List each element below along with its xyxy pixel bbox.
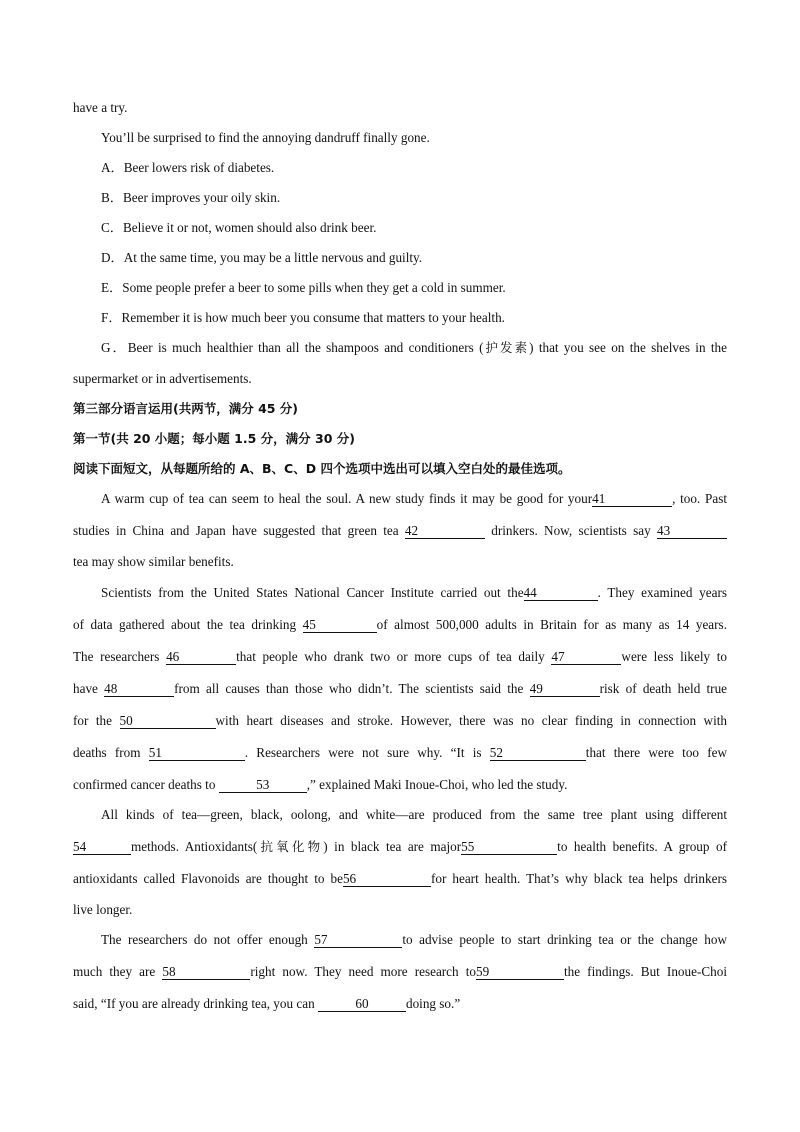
option-text-cont: ) that you see on the shelves in the: [529, 340, 727, 355]
p2-text: have: [73, 681, 98, 696]
blank-58[interactable]: 58: [162, 965, 250, 980]
option-letter: B．: [101, 190, 123, 205]
blank-59[interactable]: 59: [476, 965, 564, 980]
blank-45[interactable]: 45: [303, 618, 377, 633]
option-f: [101, 309, 727, 327]
blank-43[interactable]: 43: [657, 524, 727, 539]
option-chinese-gloss: 护发素: [483, 340, 530, 355]
blank-50[interactable]: 50: [120, 714, 216, 729]
p2-text: that people who drank two or more cups of tea daily: [236, 649, 545, 664]
option-letter: G．: [101, 340, 128, 355]
option-letter: F．: [101, 310, 122, 325]
p3-chinese-gloss: 抗氧化物: [257, 839, 324, 854]
blank-42[interactable]: 42: [405, 524, 485, 539]
part3-heading: [73, 400, 727, 418]
p2-text: risk of death held true: [599, 681, 728, 696]
option-text: Beer is much healthier than all the shampoos and conditioners (: [127, 340, 484, 355]
continuation-line: [73, 99, 727, 117]
p2-text: . They examined years: [597, 585, 727, 600]
p2-text: from all causes than those who didn’t. The scientists said the: [174, 681, 524, 696]
option-text-wrap: supermarket or in advertisements.: [73, 371, 252, 386]
part3-heading-text: 第三部分语言运用(共两节，满分 45 分): [73, 401, 299, 416]
p1-line1: [101, 490, 727, 508]
p3-line1: [101, 806, 727, 824]
continuation-text: have a try.: [73, 100, 128, 115]
section1-heading-text: 第一节(共 20 小题；每小题 1.5 分，满分 30 分): [73, 431, 355, 446]
p2-line5: [73, 712, 727, 730]
p4-text: The researchers do not offer enough: [101, 932, 308, 947]
p1-text: studies in China and Japan have suggested that green tea: [73, 523, 399, 538]
p4-text: the findings. But Inoue-Choi: [563, 964, 727, 979]
option-b: [101, 189, 727, 207]
option-letter: C．: [101, 220, 123, 235]
p1-text: A warm cup of tea can seem to heal the soul. A new study finds it may be good for your: [101, 491, 593, 506]
p2-line1: [101, 584, 727, 602]
option-text: Beer lowers risk of diabetes.: [123, 160, 275, 175]
p3-text: methods. Antioxidants(: [131, 839, 258, 854]
option-letter: A．: [101, 160, 124, 175]
p3-line4: [73, 901, 727, 919]
p3-text: to health benefits. A group of: [557, 839, 727, 854]
p2-line7: [73, 776, 727, 794]
option-a: [101, 159, 727, 177]
p2-line4: [73, 680, 727, 698]
blank-53[interactable]: 53: [219, 778, 307, 793]
p2-text: ,” explained Maki Inoue-Choi, who led the study.: [306, 777, 568, 792]
blank-41[interactable]: 41: [592, 492, 672, 507]
p1-text: , too. Past: [672, 491, 728, 506]
blank-47[interactable]: 47: [551, 650, 621, 665]
p2-line6: [73, 744, 727, 762]
blank-57[interactable]: 57: [314, 933, 402, 948]
option-g-wrap: [73, 370, 727, 388]
p1-text: drinkers. Now, scientists say: [491, 523, 651, 538]
blank-54[interactable]: 54: [73, 840, 131, 855]
instruction-heading: [73, 460, 727, 478]
p2-text: that there were too few: [585, 745, 728, 760]
p2-text: The researchers: [73, 649, 160, 664]
p1-text: tea may show similar benefits.: [73, 554, 234, 569]
p2-text: were less likely to: [621, 649, 727, 664]
p3-text: ) in black tea are major: [323, 839, 462, 854]
blank-60[interactable]: 60: [318, 997, 406, 1012]
p4-line1: [101, 931, 727, 949]
p4-line2: [73, 963, 727, 981]
option-letter: E．: [101, 280, 123, 295]
blank-51[interactable]: 51: [149, 746, 245, 761]
blank-44[interactable]: 44: [524, 586, 598, 601]
option-text: At the same time, you may be a little nervous and guilty.: [123, 250, 423, 265]
option-text: Remember it is how much beer you consume that matters to your health.: [121, 310, 505, 325]
p4-text: much they are: [73, 964, 156, 979]
option-g: [101, 339, 727, 357]
p4-line3: [73, 995, 727, 1013]
p2-text: for the: [73, 713, 112, 728]
p2-line2: [73, 616, 727, 634]
p4-text: said, “If you are already drinking tea, you can: [73, 996, 315, 1011]
p4-text: right now. They need more research to: [250, 964, 476, 979]
p3-text: All kinds of tea—green, black, oolong, and white—are produced from the same tree plant using different: [101, 807, 727, 822]
p2-text: with heart diseases and stroke. However, there was no clear finding in connection with: [215, 713, 727, 728]
p2-text: of almost 500,000 adults in Britain for as many as 14 years.: [376, 617, 727, 632]
blank-46[interactable]: 46: [166, 650, 236, 665]
p3-text: antioxidants called Flavonoids are thought to be: [73, 871, 343, 886]
closing-line: [101, 129, 727, 147]
blank-49[interactable]: 49: [530, 682, 600, 697]
p3-text: live longer.: [73, 902, 133, 917]
p2-line3: [73, 648, 727, 666]
blank-55[interactable]: 55: [461, 840, 557, 855]
p3-line3: [73, 870, 727, 888]
p4-text: to advise people to start drinking tea or the change how: [402, 932, 728, 947]
p2-text: Scientists from the United States National Cancer Institute carried out the: [101, 585, 524, 600]
p3-text: for heart health. That’s why black tea helps drinkers: [430, 871, 727, 886]
p1-line3: [73, 553, 727, 571]
option-text: Believe it or not, women should also drink beer.: [122, 220, 377, 235]
p2-text: of data gathered about the tea drinking: [73, 617, 297, 632]
closing-text: You’ll be surprised to find the annoying dandruff finally gone.: [101, 130, 430, 145]
p3-line2: [73, 838, 727, 856]
instruction-text: 阅读下面短文，从每题所给的 A、B、C、D 四个选项中选出可以填入空白处的最佳选项。: [73, 461, 571, 476]
section1-heading: [73, 430, 727, 448]
option-e: [101, 279, 727, 297]
p2-text: . Researchers were not sure why. “It is: [244, 745, 482, 760]
p1-line2: [73, 522, 727, 540]
option-letter: D．: [101, 250, 124, 265]
blank-52[interactable]: 52: [490, 746, 586, 761]
blank-48[interactable]: 48: [104, 682, 174, 697]
blank-56[interactable]: 56: [343, 872, 431, 887]
option-text: Beer improves your oily skin.: [122, 190, 281, 205]
p2-text: confirmed cancer deaths to: [73, 777, 216, 792]
option-d: [101, 249, 727, 267]
option-text: Some people prefer a beer to some pills when they get a cold in summer.: [122, 280, 506, 295]
p4-text: doing so.”: [405, 996, 461, 1011]
option-c: [101, 219, 727, 237]
p2-text: deaths from: [73, 745, 141, 760]
